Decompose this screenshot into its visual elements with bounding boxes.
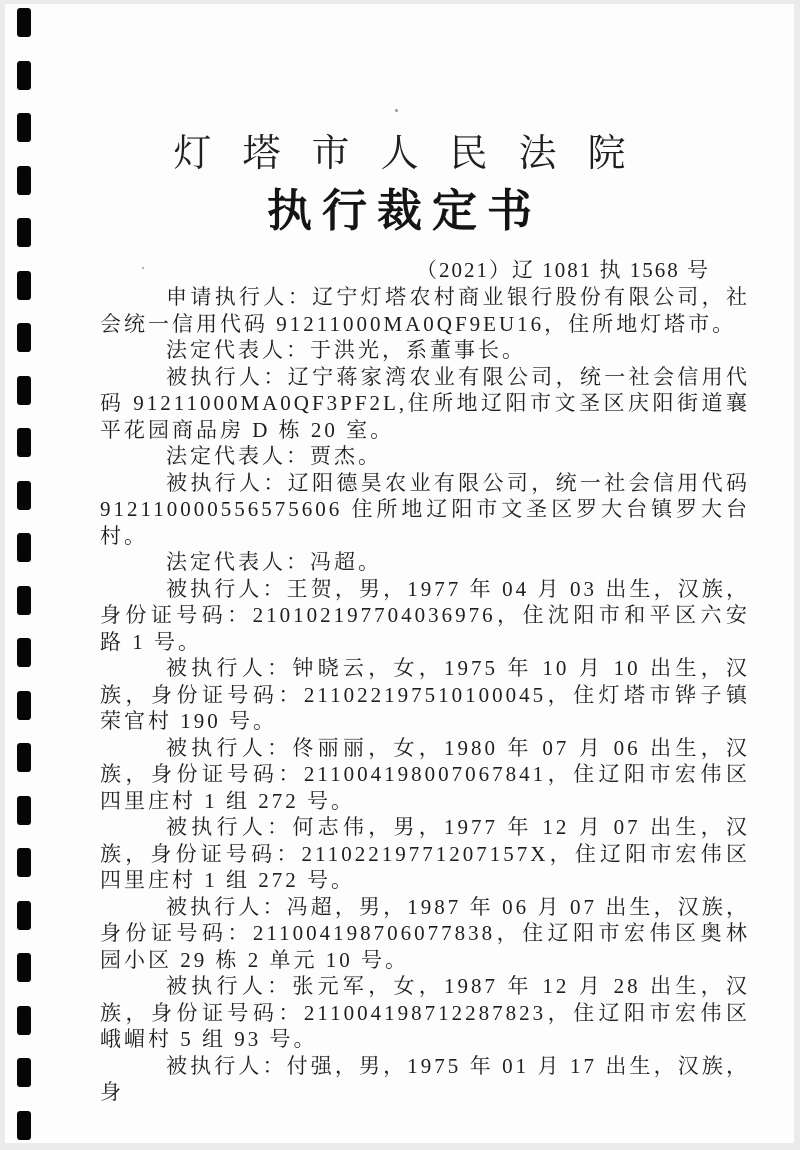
paragraph: 被执行人：付强，男，1975 年 01 月 17 出生，汉族，身	[100, 1053, 750, 1104]
paragraph: 被执行人：佟丽丽，女，1980 年 07 月 06 出生，汉族，身份证号码：211004198007067841，住辽阳市宏伟区四里庄村 1 组 272 号。	[100, 735, 750, 813]
binding-hole	[17, 376, 31, 405]
binding-hole	[17, 533, 31, 562]
paragraph: 被执行人：钟晓云，女，1975 年 10 月 10 出生，汉族，身份证号码：211022197510100045，住灯塔市铧子镇荣官村 190 号。	[100, 656, 750, 733]
binding-hole	[17, 1006, 31, 1035]
court-name: 灯塔市人民法院	[173, 133, 657, 175]
binding-hole	[17, 848, 31, 877]
binding-hole	[17, 323, 31, 352]
binding-hole	[17, 953, 31, 982]
paragraph: 被执行人：辽宁蒋家湾农业有限公司，统一社会信用代码 91211000MA0QF3PF2L,住所地辽阳市文圣区庆阳街道襄平花园商品房 D 栋 20 室。	[100, 364, 750, 442]
binding-hole	[17, 113, 31, 142]
paragraph: 法定代表人：贾杰。	[166, 444, 382, 468]
binding-hole	[17, 428, 31, 457]
binding-hole	[17, 166, 31, 195]
binding-hole	[17, 481, 31, 510]
paragraph: 申请执行人：辽宁灯塔农村商业银行股份有限公司，社会统一信用代码 91211000MA0QF9EU16，住所地灯塔市。	[100, 285, 750, 336]
case-number: （2021）辽 1081 执 1568 号	[416, 258, 710, 282]
binding-hole	[17, 586, 31, 615]
binding-hole	[17, 638, 31, 667]
binding-hole	[17, 1058, 31, 1087]
paper	[5, 4, 794, 1143]
binding-hole	[17, 901, 31, 930]
binding-hole	[17, 271, 31, 300]
binding-holes	[17, 8, 31, 1140]
paragraph: 法定代表人：于洪光，系董事长。	[166, 338, 526, 362]
binding-hole	[17, 1111, 31, 1140]
binding-hole	[17, 61, 31, 90]
paragraph: 被执行人：冯超，男，1987 年 06 月 07 出生，汉族，身份证号码：211004198706077838，住辽阳市宏伟区奥林园小区 29 栋 2 单元 10 号。	[100, 894, 750, 972]
binding-hole	[17, 8, 31, 37]
paragraph: 法定代表人：冯超。	[166, 550, 382, 574]
binding-hole	[17, 218, 31, 247]
paragraph: 被执行人：何志伟，男，1977 年 12 月 07 出生，汉族，身份证号码：21102219771207157X，住辽阳市宏伟区四里庄村 1 组 272 号。	[100, 815, 750, 892]
doc-title: 执行裁定书	[266, 186, 542, 236]
paragraph: 被执行人：张元军，女，1987 年 12 月 28 出生，汉族，身份证号码：211004198712287823，住辽阳市宏伟区峨嵋村 5 组 93 号。	[100, 974, 750, 1051]
binding-hole	[17, 796, 31, 825]
binding-hole	[17, 743, 31, 772]
scan-speck	[142, 267, 144, 269]
paragraph: 被执行人：辽阳德昊农业有限公司，统一社会信用代码 912110000556575606 住所地辽阳市文圣区罗大台镇罗大台村。	[100, 470, 750, 548]
binding-hole	[17, 691, 31, 720]
scan-speck	[395, 109, 398, 112]
paragraph: 被执行人：王贺，男，1977 年 04 月 03 出生，汉族，身份证号码：210102197704036976，住沈阳市和平区六安路 1 号。	[100, 576, 750, 654]
paragraphs	[100, 284, 750, 1106]
